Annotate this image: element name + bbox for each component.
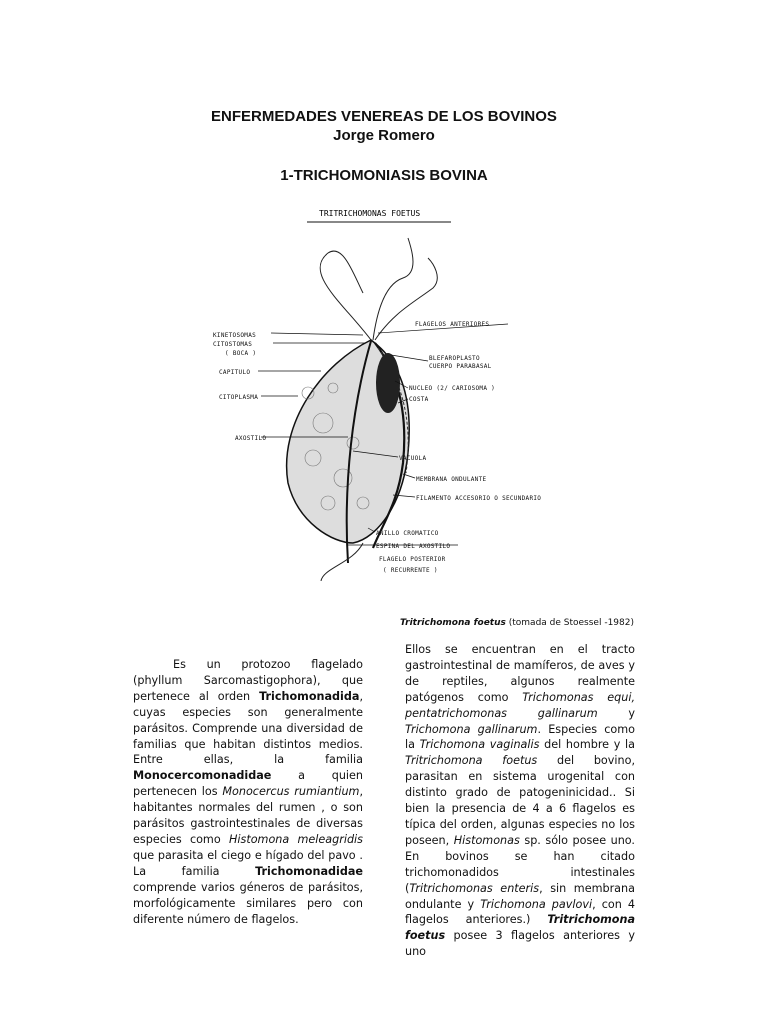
term-vaginalis: Trichomona vaginalis bbox=[419, 738, 540, 752]
label-axostilo: AXOSTILO bbox=[235, 435, 267, 442]
label-flagelo-posterior: FLAGELO POSTERIOR bbox=[379, 556, 446, 563]
right-column-text bbox=[405, 642, 635, 960]
term-foetus-bold: Tritrichomona foetus bbox=[405, 913, 635, 943]
label-espina: ESPINA DEL AXOSTILO bbox=[376, 543, 451, 550]
label-blefaroplasto: BLEFAROPLASTO bbox=[429, 355, 480, 362]
trichomonas-diagram bbox=[203, 203, 555, 581]
label-citostomas: CITOSTOMAS bbox=[213, 341, 253, 348]
term-gallinarum: Trichomona gallinarum bbox=[405, 722, 538, 736]
text-run: del hombre y la bbox=[539, 738, 635, 752]
label-recurrente: ( RECURRENTE ) bbox=[383, 567, 438, 574]
text-run: Es un protozoo flagelado (phyllum Sarcomastigophora), que pertenece al orden bbox=[133, 658, 363, 703]
label-filamento: FILAMENTO ACCESORIO O SECUNDARIO bbox=[416, 495, 542, 502]
term-equi: Trichomonas equi, pentatrichomonas gallinarum bbox=[405, 690, 635, 720]
term-trichomonadidae: Trichomonadidae bbox=[255, 864, 363, 878]
term-monocercus: Monocercus rumiantium bbox=[222, 785, 360, 799]
text-run: del bovino, parasitan en sistema urogenital con distinto grado de patogeninicidad.. Si bien la presencia de 4 a 6 flagelos es típica del orden, algunas especies no los poseen, bbox=[405, 754, 636, 847]
text-run: posee 3 flagelos anteriores y uno bbox=[405, 929, 635, 959]
figure-heading: TRITRICHOMONAS FOETUS bbox=[319, 209, 421, 218]
section-heading: 1-TRICHOMONIASIS BOVINA bbox=[280, 167, 488, 184]
term-monocercomonadidae: Monocercomonadidae bbox=[133, 769, 272, 783]
text-run: a quien pertenecen los bbox=[133, 769, 363, 799]
text-run: comprende varios géneros de parásitos, morfológicamente similares pero con diferente número de flagelos. bbox=[133, 880, 363, 926]
text-run: que parasita el ciego e hígado del pavo . La familia bbox=[133, 848, 363, 878]
label-costa: COSTA bbox=[409, 396, 429, 403]
term-trichomonadida: Trichomonadida bbox=[259, 689, 360, 703]
label-membrana: MEMBRANA ONDULANTE bbox=[416, 476, 487, 483]
author-name: Jorge Romero bbox=[333, 127, 435, 144]
text-run: , sin membrana ondulante y bbox=[405, 881, 635, 911]
caption-species: Tritrichomona foetus bbox=[400, 618, 506, 628]
label-citoplasma: CITOPLASMA bbox=[219, 394, 259, 401]
term-histomona: Histomona meleagridis bbox=[228, 832, 363, 846]
label-anillo: ANILLO CROMATICO bbox=[376, 530, 439, 537]
left-column-text bbox=[133, 657, 363, 927]
caption-source: (tomada de Stoessel -1982) bbox=[505, 618, 634, 628]
text-run: . Especies como la bbox=[405, 722, 635, 752]
term-pavlovi: Trichomona pavlovi bbox=[480, 897, 593, 911]
term-histomonas: Histomonas bbox=[453, 833, 520, 847]
label-boca: ( BOCA ) bbox=[225, 350, 257, 357]
label-capitulo: CAPITULO bbox=[219, 369, 251, 376]
label-kinetosomas: KINETOSOMAS bbox=[213, 332, 257, 339]
label-flagelos-anteriores: FLAGELOS ANTERIORES bbox=[415, 321, 490, 328]
text-run: sp. sólo posee uno. En bovinos se han citado trichomonadidos intestinales ( bbox=[405, 833, 635, 895]
text-run: , habitantes normales del rumen , o son parásitos gastrointestinales de diversas especies como bbox=[133, 785, 363, 846]
figure-caption bbox=[400, 618, 634, 628]
term-enteris: Tritrichomonas enteris bbox=[409, 881, 540, 895]
label-vacuola: VACUOLA bbox=[399, 455, 427, 462]
text-run: y bbox=[597, 706, 635, 720]
term-foetus: Tritrichomona foetus bbox=[405, 754, 538, 768]
label-nucleo: NUCLEO (2/ CARIOSOMA ) bbox=[409, 385, 496, 392]
document-title: ENFERMEDADES VENEREAS DE LOS BOVINOS bbox=[211, 108, 557, 125]
text-run: , con 4 flagelos anteriores.) bbox=[405, 897, 636, 927]
text-run: Ellos se encuentran en el tracto gastrointestinal de mamíferos, de aves y de reptiles, algunos realmente patógenos como bbox=[405, 643, 635, 704]
text-run: , cuyas especies son generalmente parásitos. Comprende una diversidad de familias que habitan distintos medios. Entre ellas, la familia bbox=[133, 689, 363, 767]
label-cuerpo-parabasal: CUERPO PARABASAL bbox=[429, 363, 492, 370]
